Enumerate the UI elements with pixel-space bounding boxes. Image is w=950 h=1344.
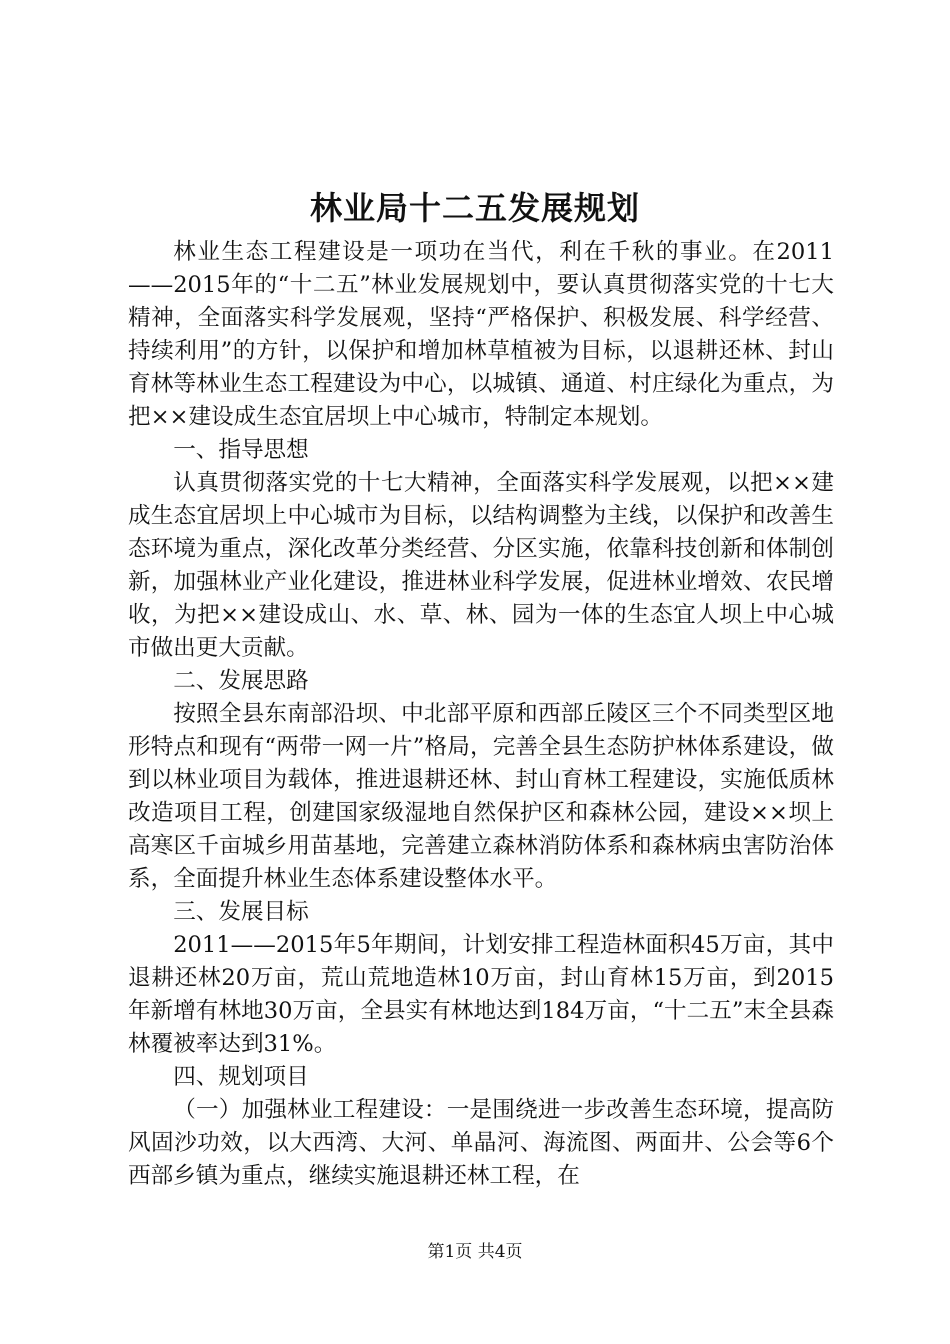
section-heading-guiding-thought: 一、指导思想 (173, 437, 309, 463)
section-heading-development-goals: 三、发展目标 (173, 899, 309, 925)
page-number-footer: 第1页 共4页 (427, 1242, 523, 1262)
paragraph-development-approach: 按照全县东南部沿坝、中北部平原和西部丘陵区三个不同类型区地形特点和现有“两带一网一片”格局，完善全县生态防护林体系建设，做到以林业项目为载体，推进退耕还林、封山育林工程建设，实施低质林改造项目工程，创建国家级湿地自然保护区和森林公园，建设××坝上高寒区千亩城乡用苗基地，完善建立森林消防体系和森林病虫害防治体系，全面提升林业生态体系建设整体水平。 (128, 701, 834, 892)
paragraph-planned-projects: （一）加强林业工程建设：一是围绕进一步改善生态环境，提高防风固沙功效，以大西湾、大河、单晶河、海流图、两面井、公会等6个西部乡镇为重点，继续实施退耕还林工程，在 (128, 1097, 834, 1189)
document-body (128, 236, 834, 1193)
paragraph-guiding-thought: 认真贯彻落实党的十七大精神，全面落实科学发展观，以把××建成生态宜居坝上中心城市为目标，以结构调整为主线，以保护和改善生态环境为重点，深化改革分类经营、分区实施，依靠科技创新和体制创新，加强林业产业化建设，推进林业科学发展，促进林业增效、农民增收，为把××建设成山、水、草、林、园为一体的生态宜人坝上中心城市做出更大贡献。 (128, 470, 834, 661)
section-heading-development-approach: 二、发展思路 (173, 668, 309, 694)
paragraph-intro: 林业生态工程建设是一项功在当代，利在千秋的事业。在2011——2015年的“十二五”林业发展规划中，要认真贯彻落实党的十七大精神，全面落实科学发展观，坚持“严格保护、积极发展、科学经营、持续利用”的方针，以保护和增加林草植被为目标，以退耕还林、封山育林等林业生态工程建设为中心，以城镇、通道、村庄绿化为重点，为把××建设成生态宜居坝上中心城市，特制定本规划。 (128, 239, 834, 430)
document-title: 林业局十二五发展规划 (309, 189, 640, 227)
paragraph-development-goals: 2011——2015年5年期间，计划安排工程造林面积45万亩，其中退耕还林20万亩，荒山荒地造林10万亩，封山育林15万亩，到2015年新增有林地30万亩，全县实有林地达到184万亩，“十二五”末全县森林覆被率达到31%。 (128, 932, 834, 1057)
section-heading-planned-projects: 四、规划项目 (173, 1064, 309, 1090)
